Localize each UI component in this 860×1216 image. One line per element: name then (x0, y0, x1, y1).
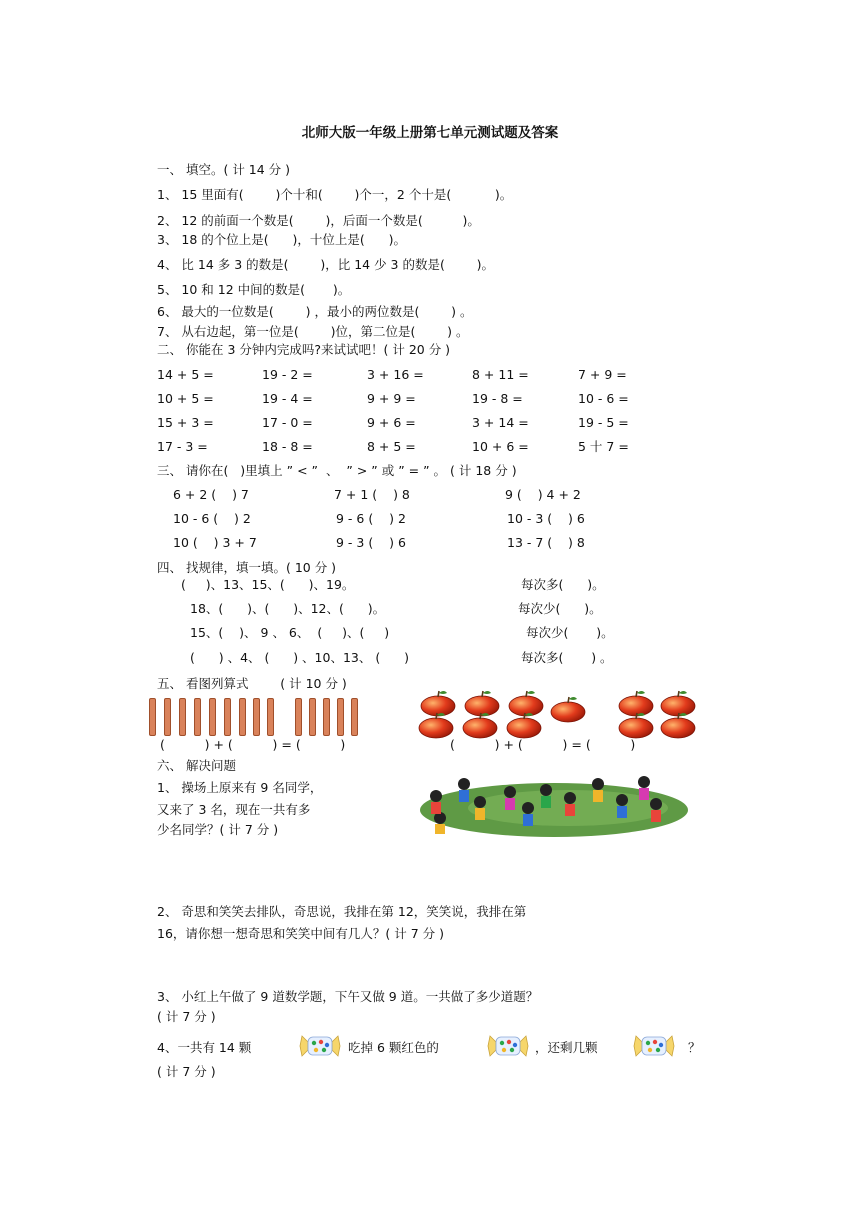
question-1-5: 5、 10 和 12 中间的数是( )。 (157, 282, 351, 297)
comparison-item: 6 + 2 ( ) 7 (173, 487, 249, 502)
pattern-sequence-3: 15、( )、 9 、 6、 ( )、( ) (190, 625, 390, 640)
problem-1-line-2: 又来了 3 名，现在一共有多 (157, 802, 311, 817)
section-1-heading: 一、 填空。( 计 14 分 ) (157, 162, 291, 177)
pattern-rule-1: 每次多( )。 (521, 577, 605, 592)
arithmetic-item: 19 - 4 = (262, 391, 313, 406)
stick (224, 698, 231, 736)
question-1-7: 7、 从右边起，第一位是( )位，第二位是( ) 。 (157, 324, 469, 339)
candy-icon (298, 1030, 342, 1062)
problem-1-line-3: 少名同学？( 计 7 分 ) (157, 822, 279, 837)
question-1-3: 3、 18 的个位上是( )，十位上是( )。 (157, 232, 406, 247)
problem-4-part-3: ，还剩几颗 (535, 1040, 598, 1055)
problem-4-part-1: 4、一共有 14 颗 (157, 1040, 252, 1055)
apple-icon (661, 713, 695, 738)
question-1-6: 6、 最大的一位数是( ) ，最小的两位数是( ) 。 (157, 304, 473, 319)
comparison-item: 10 ( ) 3 + 7 (173, 535, 257, 550)
arithmetic-item: 9 + 9 = (367, 391, 416, 406)
comparison-item: 7 + 1 ( ) 8 (334, 487, 410, 502)
stick (194, 698, 201, 736)
comparison-item: 10 - 3 ( ) 6 (507, 511, 585, 526)
apple-icon (421, 691, 455, 716)
problem-2-line-1: 2、 奇思和笑笑去排队，奇思说，我排在第 12，笑笑说，我排在第 (157, 904, 527, 919)
problem-4-line-2: ( 计 7 分 ) (157, 1064, 216, 1079)
arithmetic-item: 15 + 3 = (157, 415, 214, 430)
section-2-heading: 二、 你能在 3 分钟内完成吗?来试试吧！( 计 20 分 ) (157, 342, 451, 357)
stick (164, 698, 171, 736)
stick (267, 698, 274, 736)
problem-1-line-1: 1、 操场上原来有 9 名同学， (157, 780, 323, 795)
arithmetic-item: 7 + 9 = (578, 367, 627, 382)
apple-icon (507, 713, 541, 738)
candy-icon (632, 1030, 676, 1062)
apple-icon (509, 691, 543, 716)
counting-sticks-illustration (149, 698, 369, 736)
sticks-formula: ( ) + ( ) = ( ) (160, 737, 346, 752)
arithmetic-item: 17 - 0 = (262, 415, 313, 430)
apple-icon (661, 691, 695, 716)
page-title: 北师大版一年级上册第七单元测试题及答案 (301, 125, 559, 141)
comparison-item: 9 ( ) 4 + 2 (505, 487, 581, 502)
comparison-item: 13 - 7 ( ) 8 (507, 535, 585, 550)
arithmetic-item: 10 + 6 = (472, 439, 529, 454)
pattern-rule-2: 每次少( )。 (518, 601, 602, 616)
arithmetic-item: 8 + 11 = (472, 367, 529, 382)
problem-4-part-4: ？ (688, 1040, 701, 1055)
stick (351, 698, 358, 736)
arithmetic-item: 10 - 6 = (578, 391, 629, 406)
question-1-4: 4、 比 14 多 3 的数是( )，比 14 少 3 的数是( )。 (157, 257, 495, 272)
comparison-item: 10 - 6 ( ) 2 (173, 511, 251, 526)
section-3-heading: 三、 请你在( )里填上 ” < ” 、 ” > ” 或 ” = ” 。 ( 计 18 分 ) (157, 463, 517, 478)
stick (323, 698, 330, 736)
arithmetic-item: 3 + 14 = (472, 415, 529, 430)
apples-formula: ( ) + ( ) = ( ) (450, 737, 636, 752)
problem-4-part-2: 吃掉 6 颗红色的 (348, 1040, 439, 1055)
arithmetic-item: 9 + 6 = (367, 415, 416, 430)
arithmetic-item: 8 + 5 = (367, 439, 416, 454)
problem-3-line-1: 3、 小红上午做了 9 道数学题，下午又做 9 道。一共做了多少道题？ (157, 989, 539, 1004)
section-4-heading: 四、 找规律，填一填。( 10 分 ) (157, 560, 337, 575)
arithmetic-item: 5 十 7 = (578, 439, 629, 454)
arithmetic-item: 19 - 2 = (262, 367, 313, 382)
pattern-sequence-4: ( ) 、4、 ( ) 、10、13、 ( ) (190, 650, 409, 665)
stick (253, 698, 260, 736)
stick (179, 698, 186, 736)
pattern-rule-3: 每次少( )。 (526, 625, 614, 640)
stick (309, 698, 316, 736)
arithmetic-item: 3 + 16 = (367, 367, 424, 382)
apple-icon (463, 713, 497, 738)
section-6-heading: 六、 解决问题 (157, 758, 236, 773)
pattern-sequence-1: ( )、13、15、( )、19。 (181, 577, 355, 592)
apple-icon (551, 697, 585, 722)
apple-icon (419, 713, 453, 738)
stick (295, 698, 302, 736)
apple-icon (619, 691, 653, 716)
question-1-1: 1、 15 里面有( )个十和( )个一，2 个十是( )。 (157, 187, 513, 202)
candy-icon (486, 1030, 530, 1062)
problem-2-line-2: 16，请你想一想奇思和笑笑中间有几人？( 计 7 分 ) (157, 926, 445, 941)
pattern-sequence-2: 18、( )、( )、12、( )。 (190, 601, 386, 616)
arithmetic-item: 19 - 8 = (472, 391, 523, 406)
arithmetic-item: 18 - 8 = (262, 439, 313, 454)
comparison-item: 9 - 3 ( ) 6 (336, 535, 406, 550)
arithmetic-item: 17 - 3 = (157, 439, 208, 454)
stick (239, 698, 246, 736)
stick (337, 698, 344, 736)
apple-icon (465, 691, 499, 716)
comparison-item: 9 - 6 ( ) 2 (336, 511, 406, 526)
problem-3-line-2: ( 计 7 分 ) (157, 1009, 216, 1024)
apples-illustration (416, 690, 706, 742)
section-5-heading: 五、 看图列算式 ( 计 10 分 ) (157, 676, 347, 691)
stick (149, 698, 156, 736)
playground-children-illustration (418, 768, 690, 838)
question-1-2: 2、 12 的前面一个数是( )，后面一个数是( )。 (157, 213, 480, 228)
pattern-rule-4: 每次多( ) 。 (521, 650, 613, 665)
stick (209, 698, 216, 736)
arithmetic-item: 14 + 5 = (157, 367, 214, 382)
arithmetic-item: 10 + 5 = (157, 391, 214, 406)
apple-icon (619, 713, 653, 738)
arithmetic-item: 19 - 5 = (578, 415, 629, 430)
